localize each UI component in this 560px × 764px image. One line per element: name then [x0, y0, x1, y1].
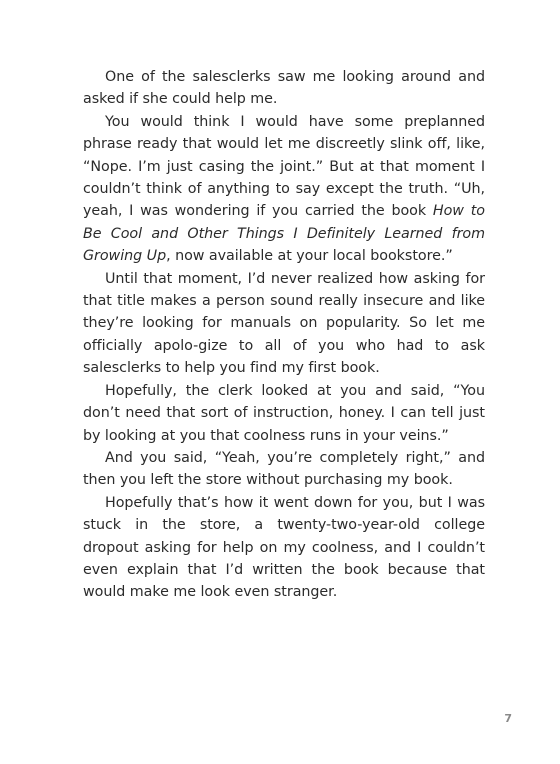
paragraph-6: Hopefully that’s how it went down for you, but I was stuck in the store, a twenty-two-year-old college dropout asking for help on my coolness, and I couldn’t even explain that I’d written the book because that would make me look even stranger. — [83, 494, 485, 601]
paragraph-2-text-after: , now available at your local bookstore.” — [166, 248, 453, 265]
body-text — [83, 66, 485, 604]
paragraph-3: Until that moment, I’d never realized how asking for that title makes a person sound really insecure and like they’re looking for manuals on popularity. So let me officially apolo-gize to all of you who had to ask salesclerks to help you find my first book. — [83, 270, 485, 377]
paragraph-2-text-before: You would think I would have some preplanned phrase ready that would let me discreetly slink off, like, “Nope. I’m just casing the joint.” But at that moment I couldn’t think of anything to say except the truth. “Uh, yeah, I was wondering if you carried the book — [83, 113, 485, 220]
paragraph-4: Hopefully, the clerk looked at you and said, “You don’t need that sort of instruction, honey. I can tell just by looking at you that coolness runs in your veins.” — [83, 382, 485, 444]
page-number: 7 — [504, 712, 512, 725]
paragraph-1: One of the salesclerks saw me looking around and asked if she could help me. — [83, 69, 485, 108]
paragraph-2 — [83, 111, 485, 268]
paragraph-5: And you said, “Yeah, you’re completely right,” and then you left the store without purchasing my book. — [83, 449, 485, 489]
book-title-italic: How to Be Cool and Other Things I Definitely Learned from Growing Up — [83, 203, 485, 265]
